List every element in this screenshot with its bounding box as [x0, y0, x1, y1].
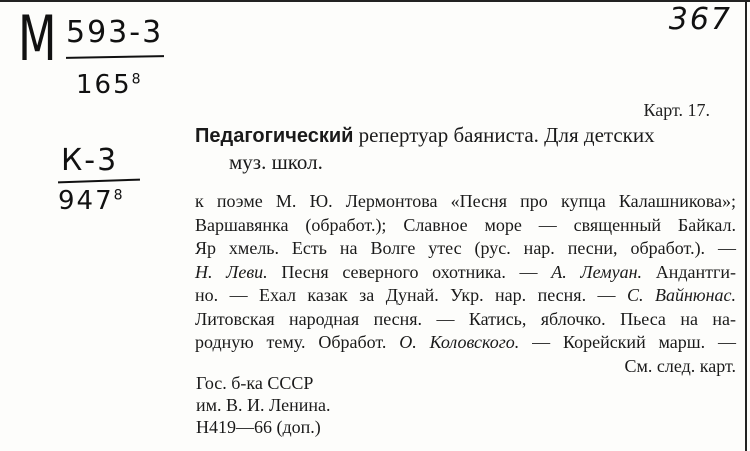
heading-rest-title: репертуар баяниста. Для детских [353, 123, 655, 147]
library-line-3: Н419—66 (доп.) [196, 417, 321, 437]
see-next-card: См. след. карт. [624, 355, 736, 376]
author-name: А. Лемуан. [551, 261, 643, 282]
shelf-numerator: 593-3 [66, 15, 164, 50]
corner-number: 367 [668, 2, 732, 37]
k-fraction-line [58, 179, 140, 184]
author-name: О. Коловского. [399, 332, 520, 352]
text-run: но. — Ехал казак за Дунай. Укр. нар. песня. — [195, 285, 627, 305]
card-number: Карт. 17. [643, 100, 710, 120]
text-run: к поэме М. Ю. Лермонтова «Песня про купца Калашникова»; [195, 191, 736, 211]
heading-bold-title: Педагогический [195, 125, 354, 147]
library-line-1: Гос. б-ка СССР [196, 373, 314, 393]
shelf-denominator-value: 165 [76, 70, 132, 100]
contents-line [195, 284, 736, 308]
k-denominator-value: 947 [58, 186, 114, 216]
k-denominator-sup: 8 [113, 187, 125, 204]
contents-line [195, 331, 736, 355]
card-top-border [0, 0, 750, 2]
text-run: Литовская народная песня. — Катись, яблочко. Пьеса на на- [195, 308, 736, 329]
shelf-fraction-line [66, 55, 164, 59]
text-run: родную тему. Обработ. [195, 332, 400, 352]
contents-line [195, 308, 736, 332]
card-right-border [745, 0, 747, 451]
contents-line [195, 237, 736, 261]
text-run: Песня северного охотника. — [267, 261, 552, 282]
contents-line [195, 190, 736, 214]
card-heading [195, 122, 735, 175]
text-run: Яр хмель. Есть на Волге утес (рус. нар. песни, обработ.). — [195, 238, 736, 258]
text-run: — Корейский марш. — [519, 332, 736, 352]
k-numerator: К-3 [61, 143, 119, 178]
author-name: С. Вайнюнас. [627, 285, 736, 305]
text-run: Варшавянка (обработ.); Славное море — священный Байкал. [195, 214, 736, 235]
shelf-denominator [76, 70, 143, 100]
library-line-2: им. В. И. Ленина. [196, 395, 331, 415]
library-imprint [196, 372, 331, 438]
shelf-denominator-sup: 8 [131, 71, 143, 88]
text-run: Андантги- [642, 261, 737, 282]
shelf-letter: М [18, 2, 58, 75]
heading-continuation: муз. школ. [229, 150, 323, 174]
author-name: Н. Леви. [195, 261, 268, 282]
contents-line [195, 261, 736, 285]
k-denominator [58, 186, 125, 216]
contents-line [195, 214, 736, 238]
contents-text [195, 190, 736, 378]
